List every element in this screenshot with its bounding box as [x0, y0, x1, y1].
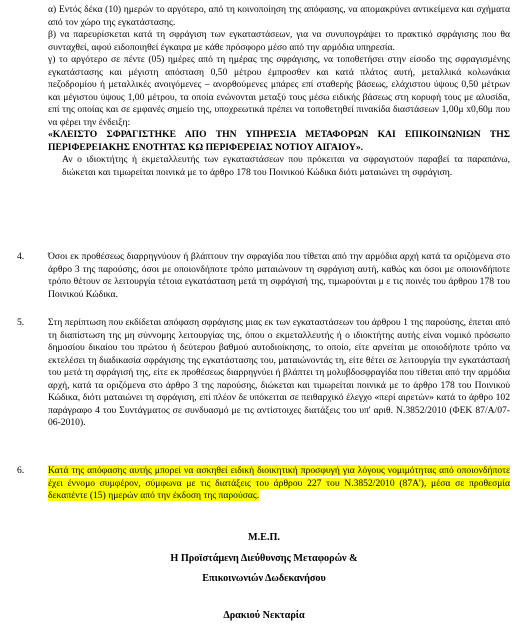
paragraph-6 [48, 465, 510, 503]
paragraph-5 [48, 317, 510, 430]
subpoint-b: β) να παρευρίσκεται κατά τη σφράγιση των εγκαταστάσεων, για να συνυπογράψει το πρακτικό σφράγισης που θα συνταχθεί, αφού ειδοποιηθεί έγκαιρα με κάθε πρόσφορο μέσο από την αρμόδια υπηρεσία. [48, 29, 510, 53]
signature-abbr: Μ.Ε.Π. [248, 532, 280, 543]
paragraph-4-text: Όσοι εκ προθέσεως διαρρηγνύουν ή βλάπτουν την σφραγίδα που τίθεται από την αρμόδια αρχή κατά τα οριζόμενα στο άρθρο 3 της παρούσης, όσοι με οποιονδήποτε τρόπο ματαιώνουν τη σφράγιση αυτή, καθώς και όσοι με οποιονδήποτε τρόπο θέτουν σε λειτουργία τέτοια εγκατάσταση μετά τη σφράγισή της, τιμωρούνται μ ε τις ποινές του άρθρου 178 του Ποινικού Κώδικα. [48, 251, 510, 300]
paragraph-number-4: 4. [17, 251, 25, 262]
subpoint-c: γ) το αργότερο σε πέντε (05) ημέρες από τη ημέρας της σφράγισης, να τοποθετήσει στην είσοδο της σφραγισμένης εγκατάστασης και μέγιστη απόσταση 0,50 μέτρου έμπροσθεν και κατά πλάτος αυτή, μεταλλικά κολωνάκια πεζοδρομίου ή μεταλλικές ανοιγόμενες – ανορθούμενες μπάρες επί σταθερής βάσεως, ελάχιστου ύψους 0,50 μέτρων και μέγιστου ύψους 1,00 μέτρου, τα οποία ενώνονται μεταξύ τους μέσω ειδικής βάσεως στη κορυφή τους με αλυσίδα, επί της οποίας και σε εμφανές σημείο της, υποχρεωτικά πρέπει να τοποθετηθεί πινακίδα διαστάσεων 1,00μ x0,60μ που να φέρει την ένδειξη: [48, 54, 510, 128]
paragraph-6-text [48, 465, 510, 503]
highlighted-text: Κατά της απόφασης αυτής μπορεί να ασκηθεί ειδική διοικητική προσφυγή για λόγους νομιμότητας από οποιονδήποτε έχει έννομο συμφέρον, σύμφωνα με τις διατάξεις του άρθρου 227 του Ν.3852/2010 (87Α'), μέσα σε προθεσμία δεκαπέντε (15) ημερών από την έκδοση της παρούσας. [48, 465, 510, 501]
subpoint-a: α) Εντός δέκα (10) ημερών το αργότερο, από τη κοινοποίηση της απόφασης, να απομακρύνει αντικείμενα και σχήματα από τον χώρο της εγκατάστασης. [48, 4, 510, 28]
signature-name: Δρακιού Νεκταρία [223, 610, 305, 621]
signature-title-line1: Η Προϊστάμενη Διεύθυνσης Μεταφορών & [170, 553, 358, 564]
signature-title-line2: Επικοινωνιών Δωδεκανήσου [202, 573, 326, 584]
paragraph-5-text: Στη περίπτωση που εκδίδεται απόφαση σφράγισης μιας εκ των εγκαταστάσεων του άρθρου 1 της παρούσης, έπεται από τη διαπίστωση της μη σύννομης λειτουργίας της, όπου ο εκμεταλλευτής ή ο ιδιοκτήτης αυτής είναι νομικό πρόσωπο δημοσίου δικαίου του πρώτου ή δεύτερου βαθμού αυτοδιοίκησης, το οποίο, είτε αρνείται με οποιοδήποτε τρόπο να εκτελέσει τη διαδικασία σφράγισης της εγκατάστασης του, ματαιώνοντάς τη, είτε θέτει σε λειτουργία την εγκατάστασή του μετά τη σφράγισή της, είτε εκ προθέσεως διαρρηγνύει ή βλάπτει τη μολυβδοσφραγίδα που τίθεται από την αρμόδια αρχή, κατά τα οριζόμενα στο άρθρο 3 της παρούσης, διώκεται και τιμωρείται ποινικά με το άρθρο 178 του Ποινικού Κώδικα, διότι ματαιώνει τη σφράγιση, επί πλέον δε υπόκειται σε πειθαρχικό έλεγχο «περί αιρετών» κατά το άρθρο 102 παράγραφο 4 του Συντάγματος σε συνδυασμό με τις αντίστοιχες διατάξεις του υπ' αριθ. Ν.3852/2010 (ΦΕΚ 87/Α/07-06-2010). [48, 317, 510, 428]
subpoint-c-tail: Αν ο ιδιοκτήτης ή εκμεταλλευτής των εγκαταστάσεων που πρόκειται να σφραγιστούν παραβεί τα παραπάνω, διώκεται και τιμωρείται ποινικά με το άρθρο 178 του Ποινικού Κώδικα διότι ματαιώνει τη σφράγιση. [62, 154, 510, 178]
paragraph-4 [48, 251, 510, 301]
subpoint-list [48, 4, 510, 179]
paragraph-number-6: 6. [17, 465, 25, 476]
sign-text: «ΚΛΕΙΣΤΟ ΣΦΡΑΓΙΣΤΗΚΕ ΑΠΟ ΤΗΝ ΥΠΗΡΕΣΙΑ ΜΕΤΑΦΟΡΩΝ ΚΑΙ ΕΠΙΚΟΙΝΩΝΙΩΝ ΤΗΣ ΠΕΡΙΦΕΡΕΙΑΚΗΣ ΕΝΟΤΗΤΑΣ ΚΩ ΠΕΡΙΦΕΡΕΙΑΣ ΝΟΤΙΟΥ ΑΙΓΑΙΟΥ». [48, 129, 510, 153]
paragraph-number-5: 5. [17, 317, 25, 328]
